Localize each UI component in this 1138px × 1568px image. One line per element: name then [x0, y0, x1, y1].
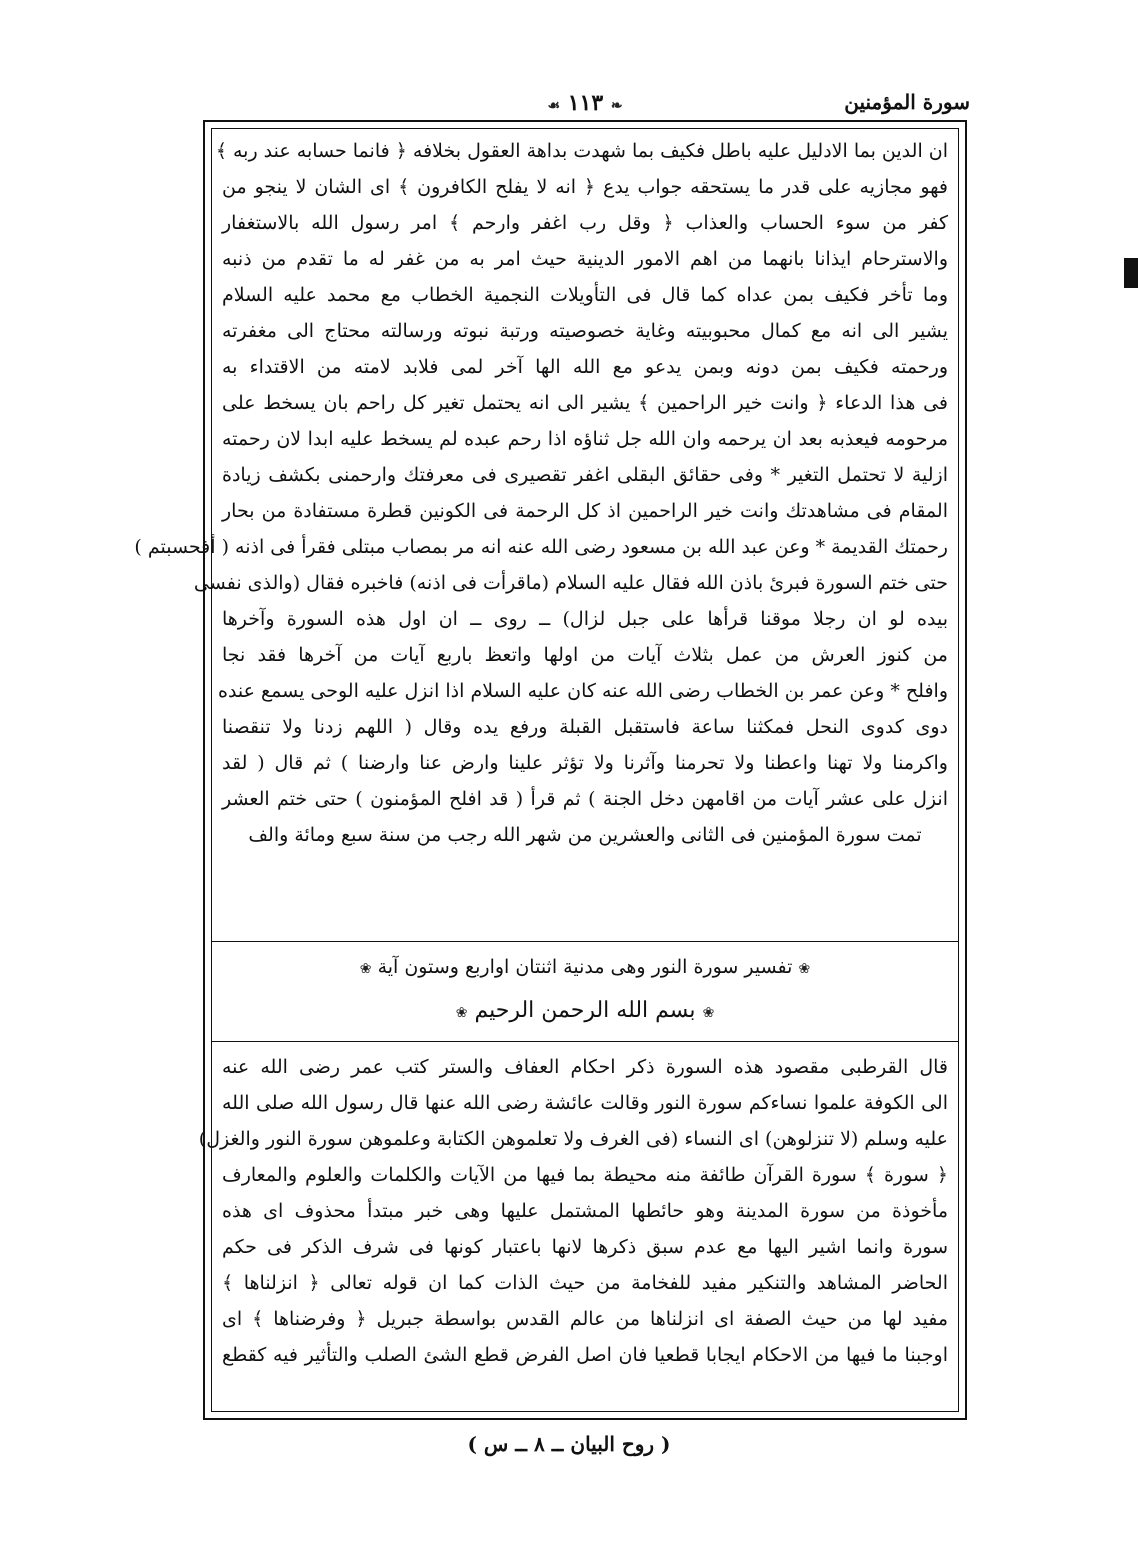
ornament-left-icon: ❧: [610, 98, 623, 114]
text-line: وافلح * وعن عمر بن الخطاب رضى الله عنه كان عليه السلام اذا انزل عليه الوحى يسمع عنده: [217, 680, 948, 702]
text-line: مأخوذة من سورة المدينة وهو حائطها المشتمل عليها وهى خبر مبتدأ محذوف اى هذه: [222, 1200, 948, 1222]
page-number-text: ١١٣: [567, 90, 604, 116]
text-line: مفيد لها من حيث الصفة اى انزلناها من عالم القدس بواسطة جبريل ﴿ وفرضناها ﴾ اى: [222, 1308, 948, 1330]
text-line: مرحومه فيعذبه بعد ان يرحمه وان الله جل ثناؤه اذا رحم عبده لم يسخط عليه ابدا لان رحمته: [222, 428, 948, 450]
text-line: سورة وانما اشير اليها مع عدم سبق ذكرها لانها باعتبار كونها فى شرف الذكر فى حكم: [222, 1236, 948, 1258]
text-line: فى هذا الدعاء ﴿ وانت خير الراحمين ﴾ يشير الى انه يحتمل تغير كل راحم بان يسخط على: [222, 392, 948, 414]
text-line: انزل على عشر آيات من اقامهن دخل الجنة ) ثم قرأ ( قد افلح المؤمنون ) حتى ختم العشر: [222, 788, 948, 810]
ornament-right-icon: ☙: [547, 98, 561, 114]
next-surah-heading: [212, 947, 958, 1035]
text-line: من كنوز العرش من عمل بثلاث آيات من اولها واتعظ باربع آيات من آخرها فقد نجا: [222, 644, 948, 666]
text-line: عليه وسلم (لا تنزلوهن) اى النساء (فى الغرف ولا تعلموهن الكتابة وعلموهن سورة النور والغزل): [198, 1128, 948, 1150]
top-commentary: [134, 133, 948, 853]
text-line: رحمتك القديمة * وعن عبد الله بن مسعود رضى الله عنه انه مر بمصاب مبتلى فقرأ فى اذنه ( أفحسبتم ): [134, 536, 948, 558]
section-divider-bottom: [212, 1041, 958, 1042]
text-line: واكرمنا ولا تهنا واعطنا ولا تحرمنا وآثرنا ولا تؤثر علينا وارض عنا وارضنا ) ثم قال ( لقد: [222, 752, 948, 774]
surah-title-text: تفسير سورة النور وهى مدنية اثنتان اواربع وستون آية: [377, 956, 793, 978]
surah-title: [212, 947, 958, 987]
text-line: ان الدين بما الادليل عليه باطل فكيف بما شهدت بداهة العقول بخلافه ﴿ فانما حسابه عند ربه ﴾: [215, 140, 948, 162]
ornament-left-icon: ❀: [455, 1005, 468, 1021]
text-line: الى الكوفة علموا نساءكم سورة النور وقالت عائشة رضى الله عنها قال رسول الله صلى الله: [222, 1092, 948, 1114]
text-line: كفر من سوء الحساب والعذاب ﴿ وقل رب اغفر وارحم ﴾ امر رسول الله بالاستغفار: [222, 212, 948, 234]
page-number: [200, 90, 970, 116]
text-line: وما تأخر فكيف بمن عداه كما قال فى التأويلات النجمية الخطاب مع محمد عليه السلام: [222, 284, 948, 306]
text-line: حتى ختم السورة فبرئ باذن الله فقال عليه السلام (ماقرأت فى اذنه) فاخبره فقال (والذى نفسى: [193, 572, 948, 594]
text-line: اوجبنا ما فيها من الاحكام ايجابا قطعيا فان اصل الفرض قطع الشئ الصلب والتأثير فيه كقطع: [222, 1344, 948, 1366]
page-header: [200, 90, 970, 124]
text-line: بيده لو ان رجلا موقنا قرأها على جبل لزال) ــ روى ــ ان اول هذه السورة وآخرها: [222, 608, 948, 630]
ornament-left-icon: ❀: [359, 961, 372, 977]
text-line: قال القرطبى مقصود هذه السورة ذكر احكام العفاف والستر كتب عمر رضى الله عنه: [222, 1056, 948, 1078]
page-edge-mark: [1124, 258, 1138, 288]
ornament-right-icon: ❀: [702, 1005, 715, 1021]
basmala: [212, 987, 958, 1035]
colophon: تمت سورة المؤمنين فى الثانى والعشرين من شهر الله رجب من سنة سبع ومائة والف: [248, 824, 922, 846]
text-line: المقام فى مشاهدتك وانت خير الراحمين اذ كل الرحمة فى الكونين قطرة مستفادة من بحار: [222, 500, 948, 522]
page-frame: [134, 120, 967, 1420]
footer-signature: ( روح البيان ــ ٨ ــ س ): [467, 1432, 671, 1456]
page-frame-inner: [134, 128, 959, 1412]
text-line: ﴿ سورة ﴾ سورة القرآن طائفة منه محيطة بما فيها من الآيات والكلمات والعلوم والمعارف: [222, 1164, 948, 1186]
text-line: دوى كدوى النحل فمكثنا ساعة فاستقبل القبلة ورفع يده وقال ( اللهم زدنا ولا تنقصنا: [222, 716, 948, 738]
text-line: ازلية لا تحتمل التغير * وفى حقائق البقلى اغفر تقصيرى فى معرفتك وارحمنى بكشف زيادة: [222, 464, 948, 486]
section-divider-top: [212, 941, 958, 942]
text-line: يشير الى انه مع كمال محبوبيته وغاية خصوصيته ورتبة نبوته ورسالته محتاج الى مغفرته: [222, 320, 948, 342]
running-head-surah-name: سورة المؤمنين: [844, 90, 970, 114]
ornament-right-icon: ❀: [798, 961, 811, 977]
bottom-commentary: [198, 1049, 948, 1373]
text-line: فهو مجازيه على قدر ما يستحقه جواب يدع ﴿ انه لا يفلح الكافرون ﴾ اى الشان لا ينجو من: [222, 176, 948, 198]
text-line: ورحمته فكيف بمن دونه وبمن يدعو مع الله الها آخر لمى فلابد لامته من الاقتداء به: [222, 356, 948, 378]
basmala-text: بسم الله الرحمن الرحيم: [474, 998, 696, 1023]
text-line: الحاضر المشاهد والتنكير مفيد للفخامة من حيث الذات كما ان قوله تعالى ﴿ انزلناها ﴾: [222, 1272, 948, 1294]
text-line: والاسترحام ايذانا بانهما من اهم الامور الدينية حيث امر به من غفر له ما تقدم من ذنبه: [222, 248, 948, 270]
